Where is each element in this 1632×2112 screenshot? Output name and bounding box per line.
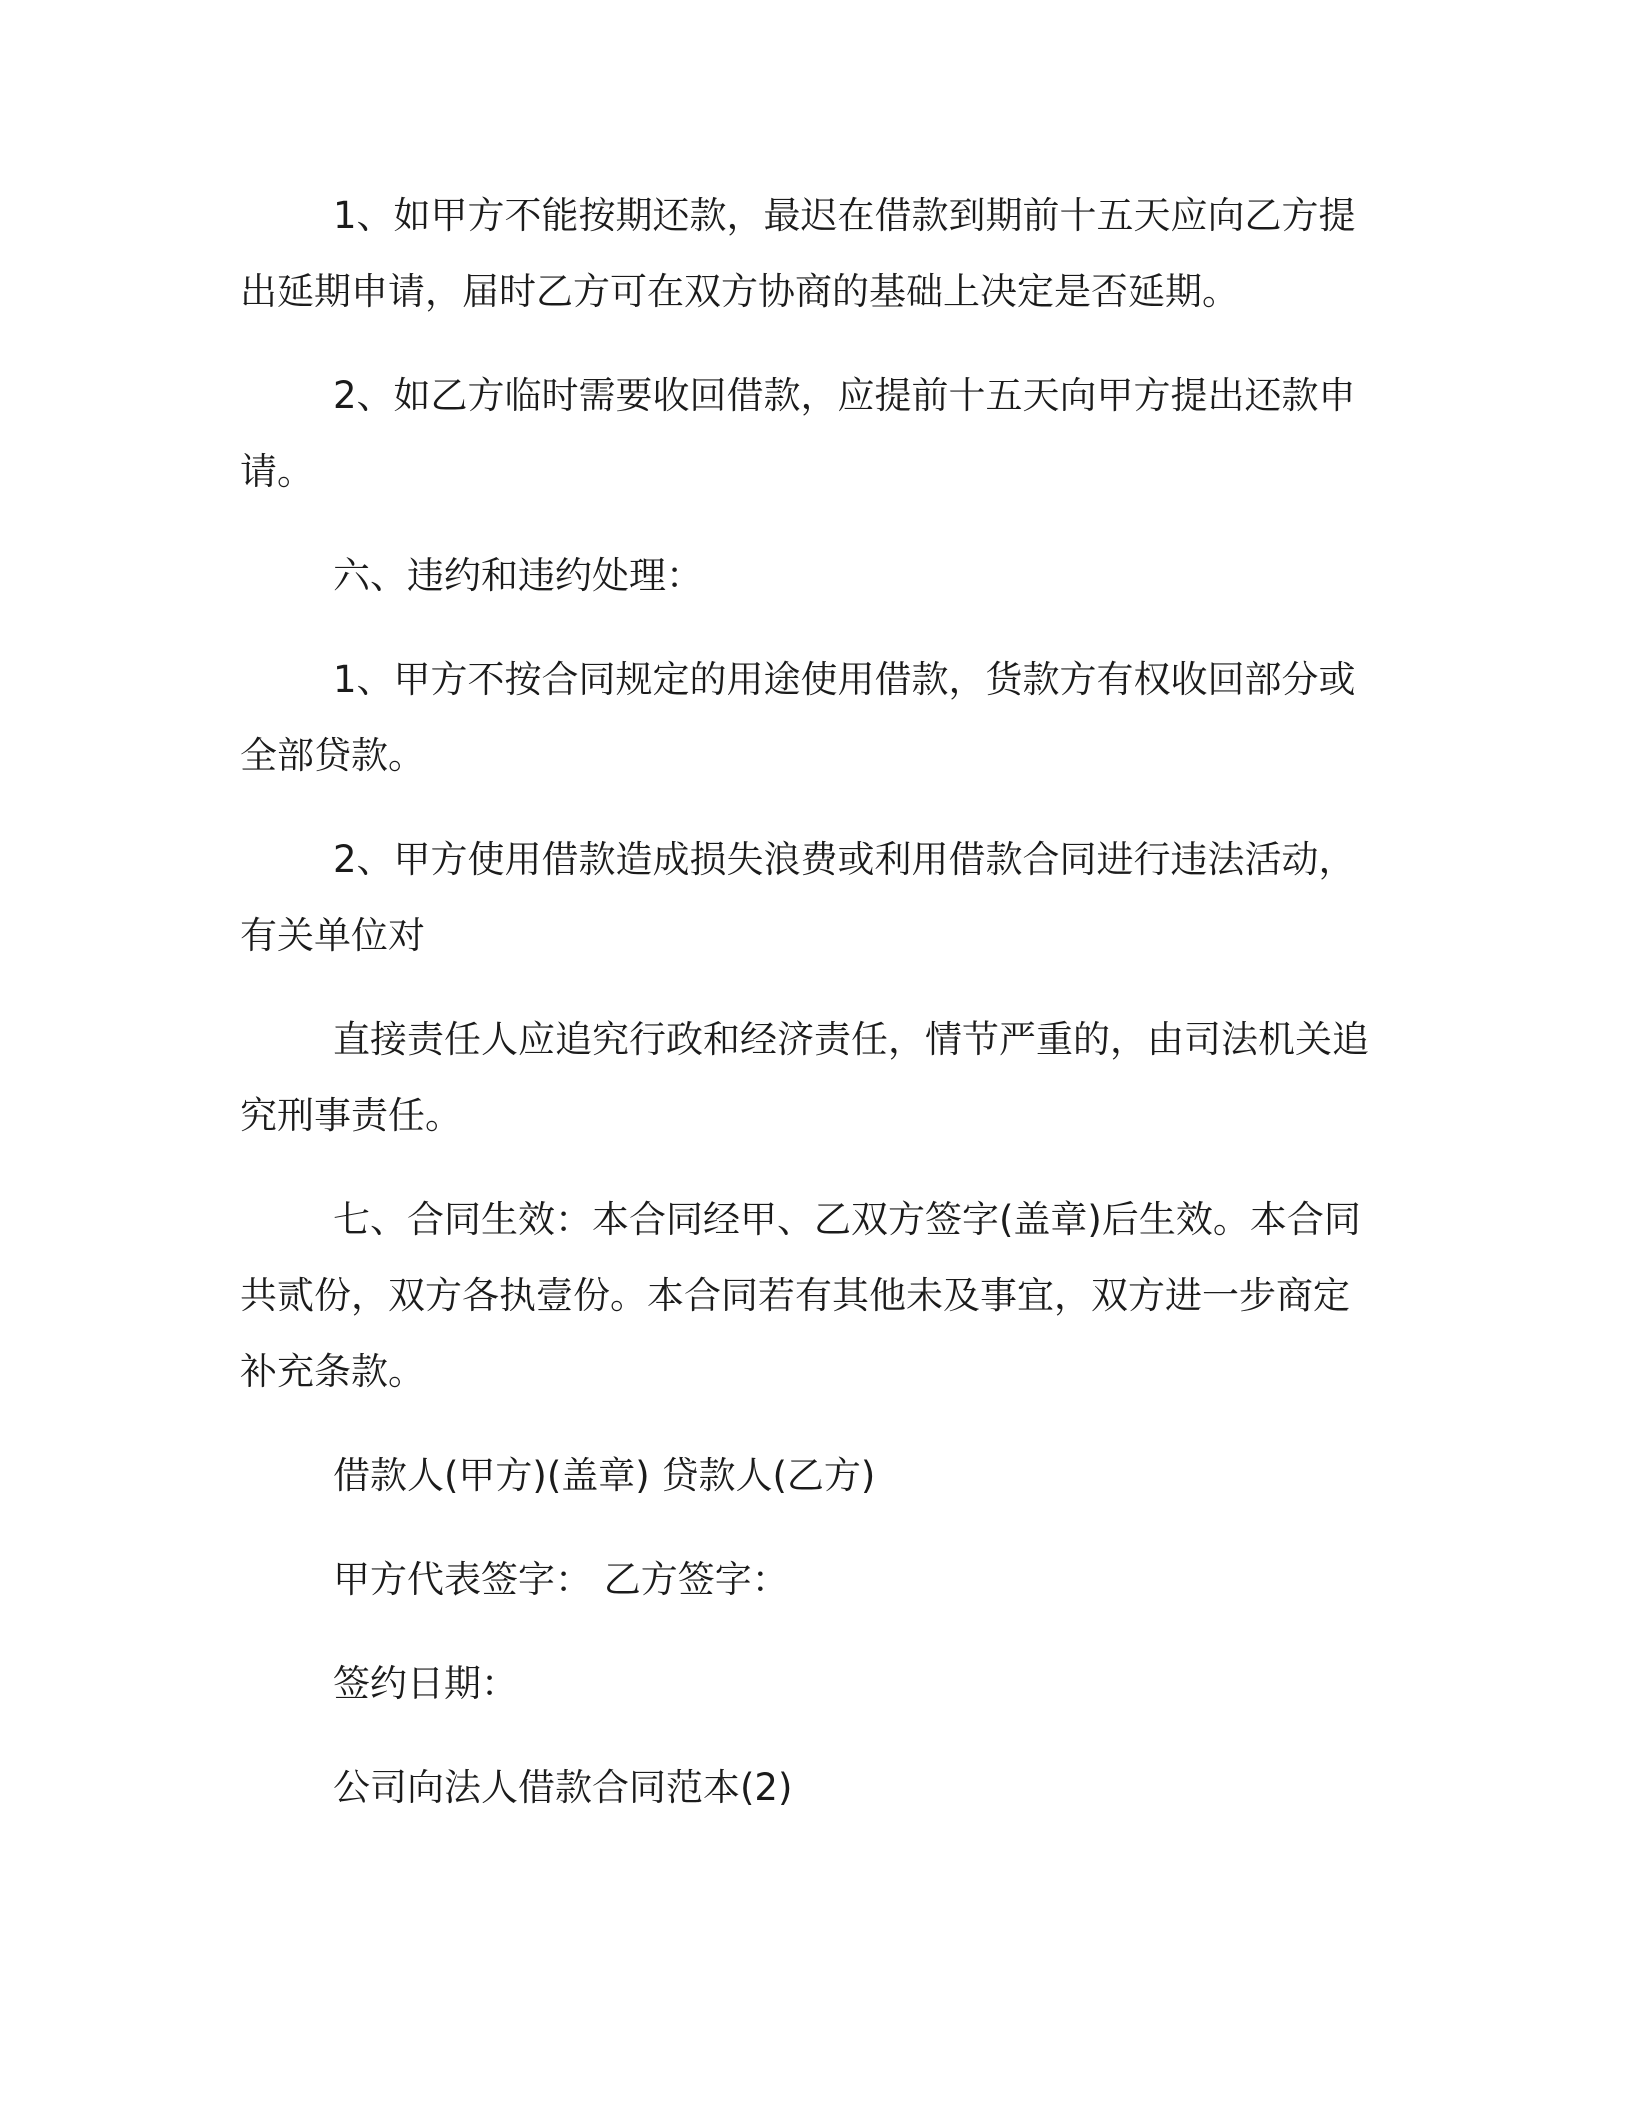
- signing-date: [0, 1646, 1632, 1722]
- section-7-effectiveness-line-2: 共贰份，双方各执壹份。本合同若有其他未及事宜，双方进一步商定: [240, 1274, 1350, 1317]
- extension-request-clause: [0, 178, 1632, 330]
- liability-clause-line-1: 直接责任人应追究行政和经济责任，情节严重的，由司法机关追: [333, 1018, 1369, 1061]
- signature-parties: [0, 1438, 1632, 1514]
- extension-request-clause-line-2: 出延期申请，届时乙方可在双方协商的基础上决定是否延期。: [240, 270, 1239, 313]
- early-recall-clause-line-1: 2、如乙方临时需要收回借款，应提前十五天向甲方提出还款申: [333, 374, 1356, 417]
- section-6-heading: [0, 538, 1632, 614]
- liability-clause-line-2: 究刑事责任。: [240, 1094, 462, 1137]
- early-recall-clause: [0, 358, 1632, 510]
- liability-clause: [0, 1002, 1632, 1154]
- early-recall-clause-line-2: 请。: [240, 450, 314, 493]
- breach-clause-1-line-2: 全部贷款。: [240, 734, 425, 777]
- breach-clause-2-line-1: 2、甲方使用借款造成损失浪费或利用借款合同进行违法活动，: [333, 838, 1356, 881]
- section-7-effectiveness: [0, 1182, 1632, 1410]
- breach-clause-2: [0, 822, 1632, 974]
- signature-representatives-line: 甲方代表签字： 乙方签字：: [333, 1558, 789, 1601]
- breach-clause-1-line-1: 1、甲方不按合同规定的用途使用借款，货款方有权收回部分或: [333, 658, 1356, 701]
- section-7-effectiveness-line-3: 补充条款。: [240, 1350, 425, 1393]
- next-template-title: [0, 1750, 1632, 1826]
- breach-clause-1: [0, 642, 1632, 794]
- next-template-title-line: 公司向法人借款合同范本(2): [333, 1766, 793, 1809]
- section-7-effectiveness-line-1: 七、合同生效：本合同经甲、乙双方签字(盖章)后生效。本合同: [333, 1198, 1361, 1241]
- signing-date-line: 签约日期：: [333, 1662, 518, 1705]
- signature-representatives: [0, 1542, 1632, 1618]
- breach-clause-2-line-2: 有关单位对: [240, 914, 425, 957]
- section-6-heading-line: 六、违约和违约处理：: [333, 554, 703, 597]
- extension-request-clause-line-1: 1、如甲方不能按期还款，最迟在借款到期前十五天应向乙方提: [333, 194, 1356, 237]
- signature-parties-line: 借款人(甲方)(盖章) 贷款人(乙方): [333, 1454, 876, 1497]
